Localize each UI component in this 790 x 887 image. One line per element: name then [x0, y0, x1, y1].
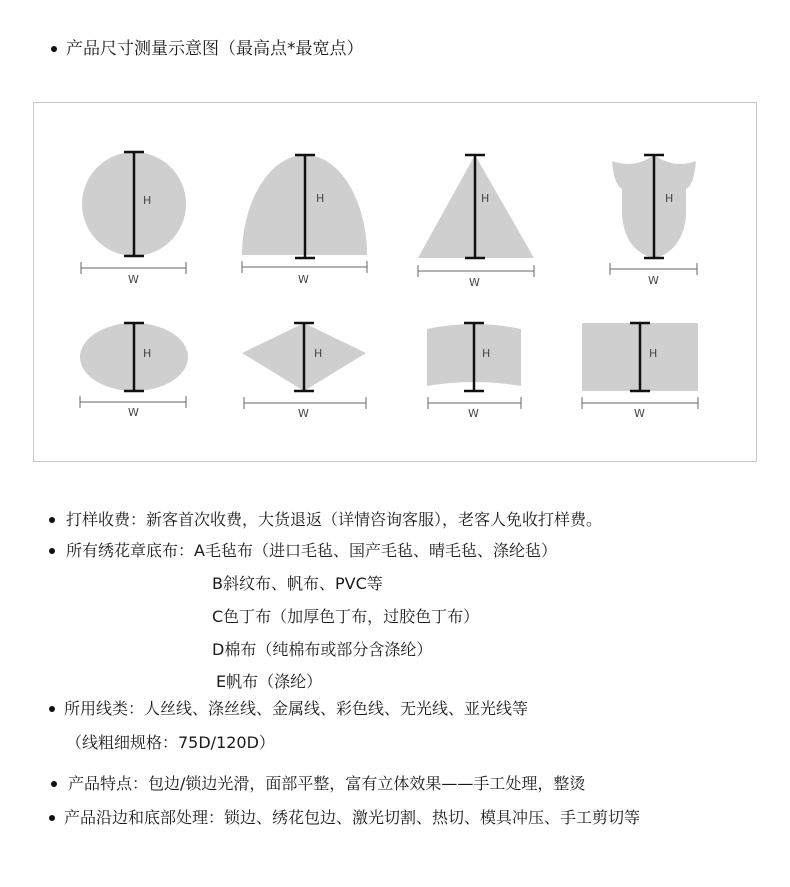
- shape-shield: [610, 155, 697, 287]
- fabric-title-text: 所有绣花章底布：A毛毡布（进口毛毡、国产毛毡、晴毛毡、涤纶毡）: [66, 541, 557, 560]
- fabric-d-text: D棉布（纯棉布或部分含涤纶）: [212, 640, 433, 659]
- width-label: W: [469, 276, 480, 289]
- shape-circle: [81, 152, 186, 286]
- thread-types-text: 所用线类：人丝线、涤丝线、金属线、彩色线、无光线、亚光线等: [64, 699, 529, 718]
- bullet: [49, 548, 55, 554]
- width-label: W: [298, 273, 309, 286]
- diagram-canvas: [34, 103, 756, 461]
- bullet: [51, 46, 57, 52]
- thread-spec-text: （线粗细规格：75D/120D）: [66, 733, 275, 752]
- shape-arch: [242, 155, 367, 286]
- width-label: W: [128, 406, 139, 419]
- width-label: W: [298, 407, 309, 420]
- height-label: H: [481, 192, 490, 205]
- width-label: W: [128, 273, 139, 286]
- fabric-e-text: E帆布（涤纶）: [216, 672, 323, 691]
- page-title: 产品尺寸测量示意图（最高点*最宽点）: [66, 39, 364, 59]
- shape-diamond: [242, 323, 366, 420]
- width-label: W: [468, 407, 479, 420]
- features-text: 产品特点：包边/锁边光滑，面部平整，富有立体效果——手工处理，整烫: [68, 774, 586, 793]
- height-label: H: [482, 347, 491, 360]
- edge-processing-text: 产品沿边和底部处理：锁边、绣花包边、激光切割、热切、模具冲压、手工剪切等: [64, 808, 641, 827]
- shape-curved-banner: [427, 323, 521, 420]
- bullet: [49, 517, 55, 523]
- measurement-diagram: [33, 102, 757, 462]
- height-label: H: [649, 347, 658, 360]
- bullet: [49, 815, 55, 821]
- width-label: W: [648, 274, 659, 287]
- bullet: [49, 706, 55, 712]
- fabric-b-text: B斜纹布、帆布、PVC等: [212, 574, 383, 593]
- height-label: H: [143, 194, 152, 207]
- height-label: H: [314, 347, 323, 360]
- bullet: [51, 781, 57, 787]
- shape-triangle: [418, 155, 534, 289]
- shape-ellipse: [80, 323, 188, 419]
- height-label: H: [143, 347, 152, 360]
- shape-rectangle: [582, 323, 698, 420]
- width-label: W: [634, 407, 645, 420]
- sample-fee-text: 打样收费：新客首次收费，大货退返（详情咨询客服），老客人免收打样费。: [66, 510, 603, 529]
- height-label: H: [316, 192, 325, 205]
- height-label: H: [665, 192, 674, 205]
- fabric-c-text: C色丁布（加厚色丁布，过胶色丁布）: [212, 607, 480, 626]
